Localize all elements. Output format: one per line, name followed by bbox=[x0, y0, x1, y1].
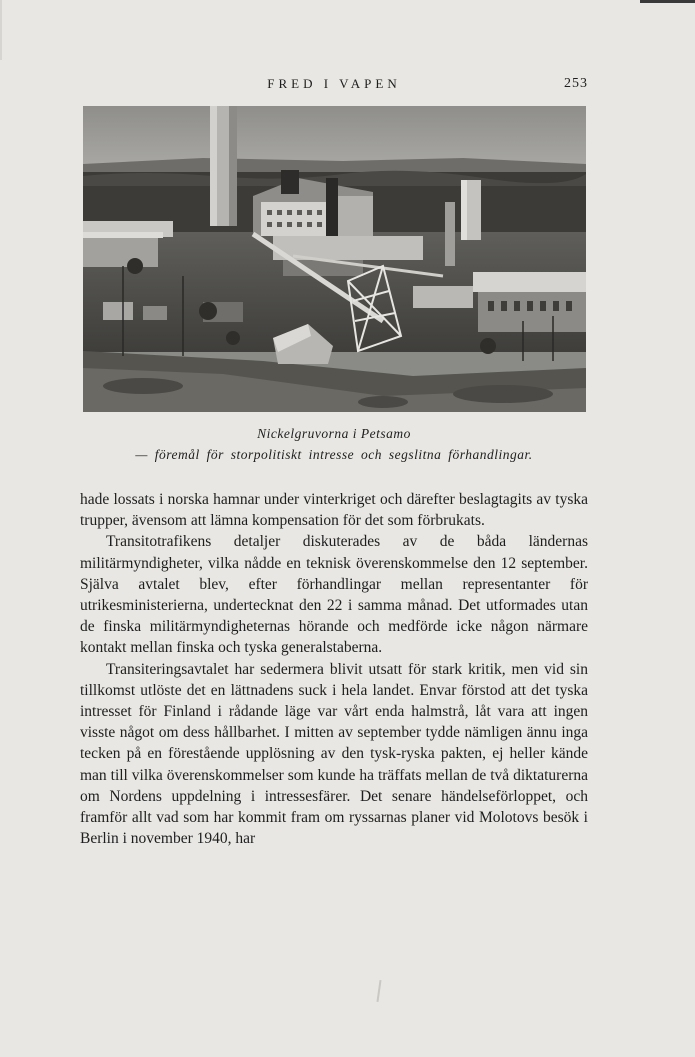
paragraph-1: hade lossats i norska hamnar under vinterkriget och därefter beslagtagits av tyska trupper, ävensom att lämna kompensation för det som förbrukats. bbox=[80, 491, 588, 530]
page-edge-shadow bbox=[640, 0, 695, 3]
running-head bbox=[80, 74, 588, 94]
figure-caption-subtitle: — föremål för storpolitiskt intresse och segslitna förhandlingar. bbox=[135, 447, 533, 462]
paper-mark bbox=[376, 980, 381, 1002]
figure-caption-title: Nickelgruvorna i Petsamo bbox=[257, 426, 411, 441]
paragraph-2: Transitotrafikens detaljer diskuterades av de båda ländernas militärmyndigheter, vilka nådde en teknisk överenskommelse den 12 september. Själva avtalet blev, efter förhandlingar mellan representanter för utrikesministerierna, undertecknat den 22 i samma månad. Det utformades utan de finska militärmyndigheternas hörande och medförde icke någon närmare kontakt mellan finska och tyska generalstaberna. bbox=[80, 533, 588, 657]
paragraph-3: Transiteringsavtalet har sedermera blivit utsatt för stark kritik, men vid sin tillkomst utlöste det en lättnadens suck i hela landet. Envar förstod att det tyska intresset för Finland i rådande läge var vårt enda halmstrå, låt vara att ingen visste något om dess hållbarhet. I mitten av september tydde nämligen ännu inga tecken på en förestående upplösning av den tysk-ryska pakten, ej heller kände man till vilka överenskommelser som kunde ha träffats mellan de två diktaturerna om Nordens uppdelning i intressesfärer. Det senare händelseförloppet, och framför allt vad som har kommit fram om ryssarnas planer vid Molotovs besök i Berlin i november 1940, har bbox=[80, 660, 588, 848]
industrial-plant-photo bbox=[83, 106, 586, 412]
page-number: 253 bbox=[564, 76, 588, 91]
body-text bbox=[80, 489, 588, 849]
running-title: FRED I VAPEN bbox=[267, 76, 401, 91]
page-edge-left bbox=[0, 0, 2, 60]
